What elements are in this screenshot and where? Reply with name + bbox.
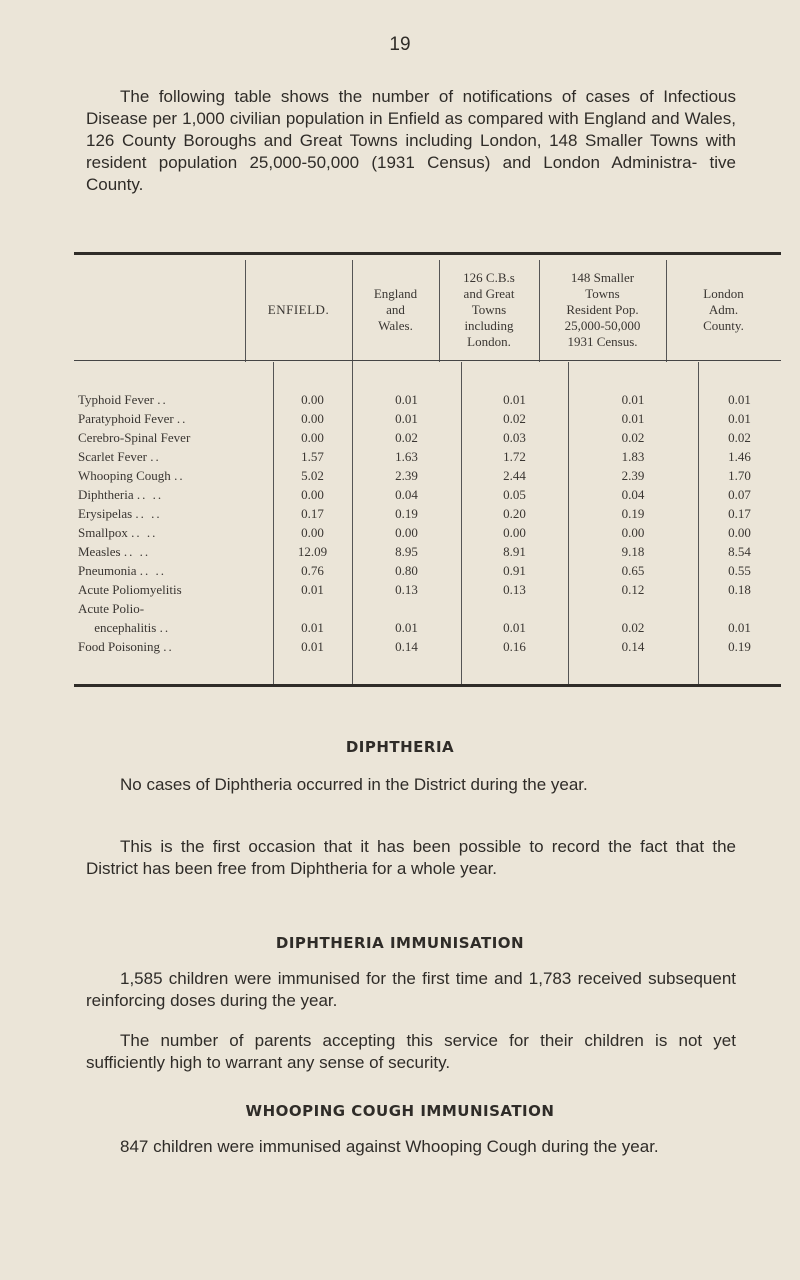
cell-county-boroughs: 0.02 bbox=[503, 411, 526, 426]
cell-smaller-towns: 0.01 bbox=[621, 392, 645, 407]
column-header-england-wales: England and Wales. bbox=[373, 286, 418, 333]
cell-smaller-towns: 0.65 bbox=[621, 563, 645, 578]
cell-enfield: 0.76 bbox=[301, 563, 324, 578]
row-label: Erysipelas .. .. bbox=[78, 506, 162, 521]
cell-enfield: 0.01 bbox=[301, 639, 324, 654]
cell-county-boroughs: 0.91 bbox=[503, 563, 526, 578]
cell-smaller-towns: 0.02 bbox=[621, 620, 645, 635]
cell-county-boroughs: 0.01 bbox=[503, 392, 526, 407]
heading-whooping-cough-immunisation: WHOOPING COUGH IMMUNISATION bbox=[245, 1102, 555, 1120]
cell-london-county: 0.01 bbox=[728, 411, 751, 426]
table-row bbox=[74, 561, 781, 580]
table-row bbox=[74, 485, 781, 504]
cell-smaller-towns: 0.14 bbox=[621, 639, 645, 654]
cell-london-county: 0.55 bbox=[728, 563, 751, 578]
table-row bbox=[74, 542, 781, 561]
cell-london-county: 0.02 bbox=[728, 430, 751, 445]
cell-smaller-towns: 0.12 bbox=[621, 582, 645, 597]
table-row bbox=[74, 466, 781, 485]
cell-england-wales: 0.01 bbox=[395, 620, 418, 635]
cell-england-wales: 0.13 bbox=[395, 582, 418, 597]
cell-smaller-towns: 1.83 bbox=[621, 449, 645, 464]
table-row bbox=[74, 409, 781, 428]
row-label: Cerebro-Spinal Fever bbox=[78, 430, 191, 445]
heading-diphtheria-immunisation: DIPHTHERIA IMMUNISATION bbox=[275, 934, 525, 952]
cell-county-boroughs: 0.03 bbox=[503, 430, 526, 445]
cell-london-county: 0.18 bbox=[728, 582, 751, 597]
cell-county-boroughs: 0.13 bbox=[503, 582, 526, 597]
cell-london-county: 1.46 bbox=[728, 449, 751, 464]
cell-england-wales: 0.02 bbox=[395, 430, 418, 445]
column-header-smaller-towns: 148 Smaller Towns Resident Pop. 25,000-50,000 1931 Census. bbox=[564, 270, 641, 349]
row-label: Smallpox .. .. bbox=[78, 525, 158, 540]
cell-england-wales: 1.63 bbox=[395, 449, 418, 464]
table-row bbox=[74, 599, 781, 637]
cell-enfield: 0.00 bbox=[301, 411, 324, 426]
cell-county-boroughs: 0.16 bbox=[503, 639, 526, 654]
cell-enfield: 0.01 bbox=[301, 620, 324, 635]
table-row bbox=[74, 504, 781, 523]
table-row bbox=[74, 390, 781, 409]
cell-england-wales: 2.39 bbox=[395, 468, 418, 483]
table-top-rule bbox=[74, 252, 781, 255]
table-row bbox=[74, 637, 781, 656]
diphtheria-paragraph-1: No cases of Diphtheria occurred in the District during the year. bbox=[120, 775, 588, 794]
cell-county-boroughs: 8.91 bbox=[503, 544, 526, 559]
diphtheria-paragraph-2: This is the first occasion that it has been possible to record the fact that the District has been free from Diphtheria for a whole year. bbox=[86, 837, 736, 878]
row-label: Paratyphoid Fever .. bbox=[78, 411, 188, 426]
cell-england-wales: 8.95 bbox=[395, 544, 418, 559]
cell-england-wales: 0.04 bbox=[395, 487, 418, 502]
cell-county-boroughs: 0.05 bbox=[503, 487, 526, 502]
cell-england-wales: 0.80 bbox=[395, 563, 418, 578]
cell-smaller-towns: 0.19 bbox=[621, 506, 645, 521]
cell-smaller-towns: 0.01 bbox=[621, 411, 645, 426]
row-label: Diphtheria .. .. bbox=[78, 487, 164, 502]
row-label: Measles .. .. bbox=[78, 544, 151, 559]
cell-enfield: 5.02 bbox=[301, 468, 324, 483]
cell-england-wales: 0.01 bbox=[395, 411, 418, 426]
notifications-table bbox=[74, 252, 781, 686]
cell-england-wales: 0.14 bbox=[395, 639, 418, 654]
cell-enfield: 0.00 bbox=[301, 392, 324, 407]
row-label: Acute Polio- encephalitis .. bbox=[78, 601, 171, 635]
cell-smaller-towns: 0.02 bbox=[621, 430, 645, 445]
cell-england-wales: 0.19 bbox=[395, 506, 418, 521]
cell-enfield: 0.00 bbox=[301, 487, 324, 502]
cell-london-county: 0.00 bbox=[728, 525, 751, 540]
cell-london-county: 0.07 bbox=[728, 487, 751, 502]
cell-enfield: 0.17 bbox=[301, 506, 324, 521]
cell-england-wales: 0.01 bbox=[395, 392, 418, 407]
intro-paragraph: The following table shows the number of notifications of cases of Infectious Disease per 1,000 civilian population in Enfield as compared with England and Wales, 126 County Boroughs and Great Towns including London, 148 Smaller Towns with resident population 25,000-50,000 (1931 Census) and London Administra- tive County. bbox=[86, 87, 736, 194]
cell-county-boroughs: 0.01 bbox=[503, 620, 526, 635]
cell-smaller-towns: 9.18 bbox=[621, 544, 645, 559]
table-row bbox=[74, 523, 781, 542]
column-header-enfield: ENFIELD. bbox=[267, 302, 330, 317]
row-label: Typhoid Fever .. bbox=[78, 392, 168, 407]
diphtheria-immunisation-paragraph-1: 1,585 children were immunised for the first time and 1,783 received subsequent reinforcing doses during the year. bbox=[86, 969, 736, 1010]
cell-county-boroughs: 0.00 bbox=[503, 525, 526, 540]
row-label: Pneumonia .. .. bbox=[78, 563, 166, 578]
table-row bbox=[74, 447, 781, 466]
cell-london-county: 0.01 bbox=[728, 620, 751, 635]
row-label: Acute Poliomyelitis bbox=[78, 582, 182, 597]
column-header-county-boroughs: 126 C.B.s and Great Towns including London. bbox=[463, 270, 515, 349]
cell-enfield: 0.00 bbox=[301, 525, 324, 540]
heading-diphtheria: DIPHTHERIA bbox=[345, 738, 455, 756]
cell-london-county: 8.54 bbox=[728, 544, 751, 559]
whooping-cough-immunisation-paragraph: 847 children were immunised against Whooping Cough during the year. bbox=[120, 1137, 659, 1156]
table-header-rule bbox=[74, 360, 781, 361]
cell-smaller-towns: 2.39 bbox=[621, 468, 645, 483]
row-label: Whooping Cough .. bbox=[78, 468, 185, 483]
cell-enfield: 12.09 bbox=[297, 544, 328, 559]
column-header-london-county: London Adm. County. bbox=[703, 286, 744, 333]
table-row bbox=[74, 580, 781, 599]
cell-london-county: 0.01 bbox=[728, 392, 751, 407]
diphtheria-immunisation-paragraph-2: The number of parents accepting this service for their children is not yet sufficiently high to warrant any sense of security. bbox=[86, 1031, 736, 1072]
row-label: Food Poisoning .. bbox=[78, 639, 174, 654]
table-bottom-rule bbox=[74, 684, 781, 687]
table-row bbox=[74, 428, 781, 447]
cell-england-wales: 0.00 bbox=[395, 525, 418, 540]
cell-smaller-towns: 0.04 bbox=[621, 487, 645, 502]
cell-county-boroughs: 0.20 bbox=[503, 506, 526, 521]
cell-london-county: 0.17 bbox=[728, 506, 751, 521]
cell-london-county: 0.19 bbox=[728, 639, 751, 654]
cell-enfield: 1.57 bbox=[301, 449, 324, 464]
row-label: Scarlet Fever .. bbox=[78, 449, 161, 464]
cell-enfield: 0.01 bbox=[301, 582, 324, 597]
cell-county-boroughs: 1.72 bbox=[503, 449, 526, 464]
cell-london-county: 1.70 bbox=[728, 468, 751, 483]
cell-smaller-towns: 0.00 bbox=[621, 525, 645, 540]
cell-county-boroughs: 2.44 bbox=[503, 468, 526, 483]
page-number: 19 bbox=[389, 34, 411, 55]
cell-enfield: 0.00 bbox=[301, 430, 324, 445]
